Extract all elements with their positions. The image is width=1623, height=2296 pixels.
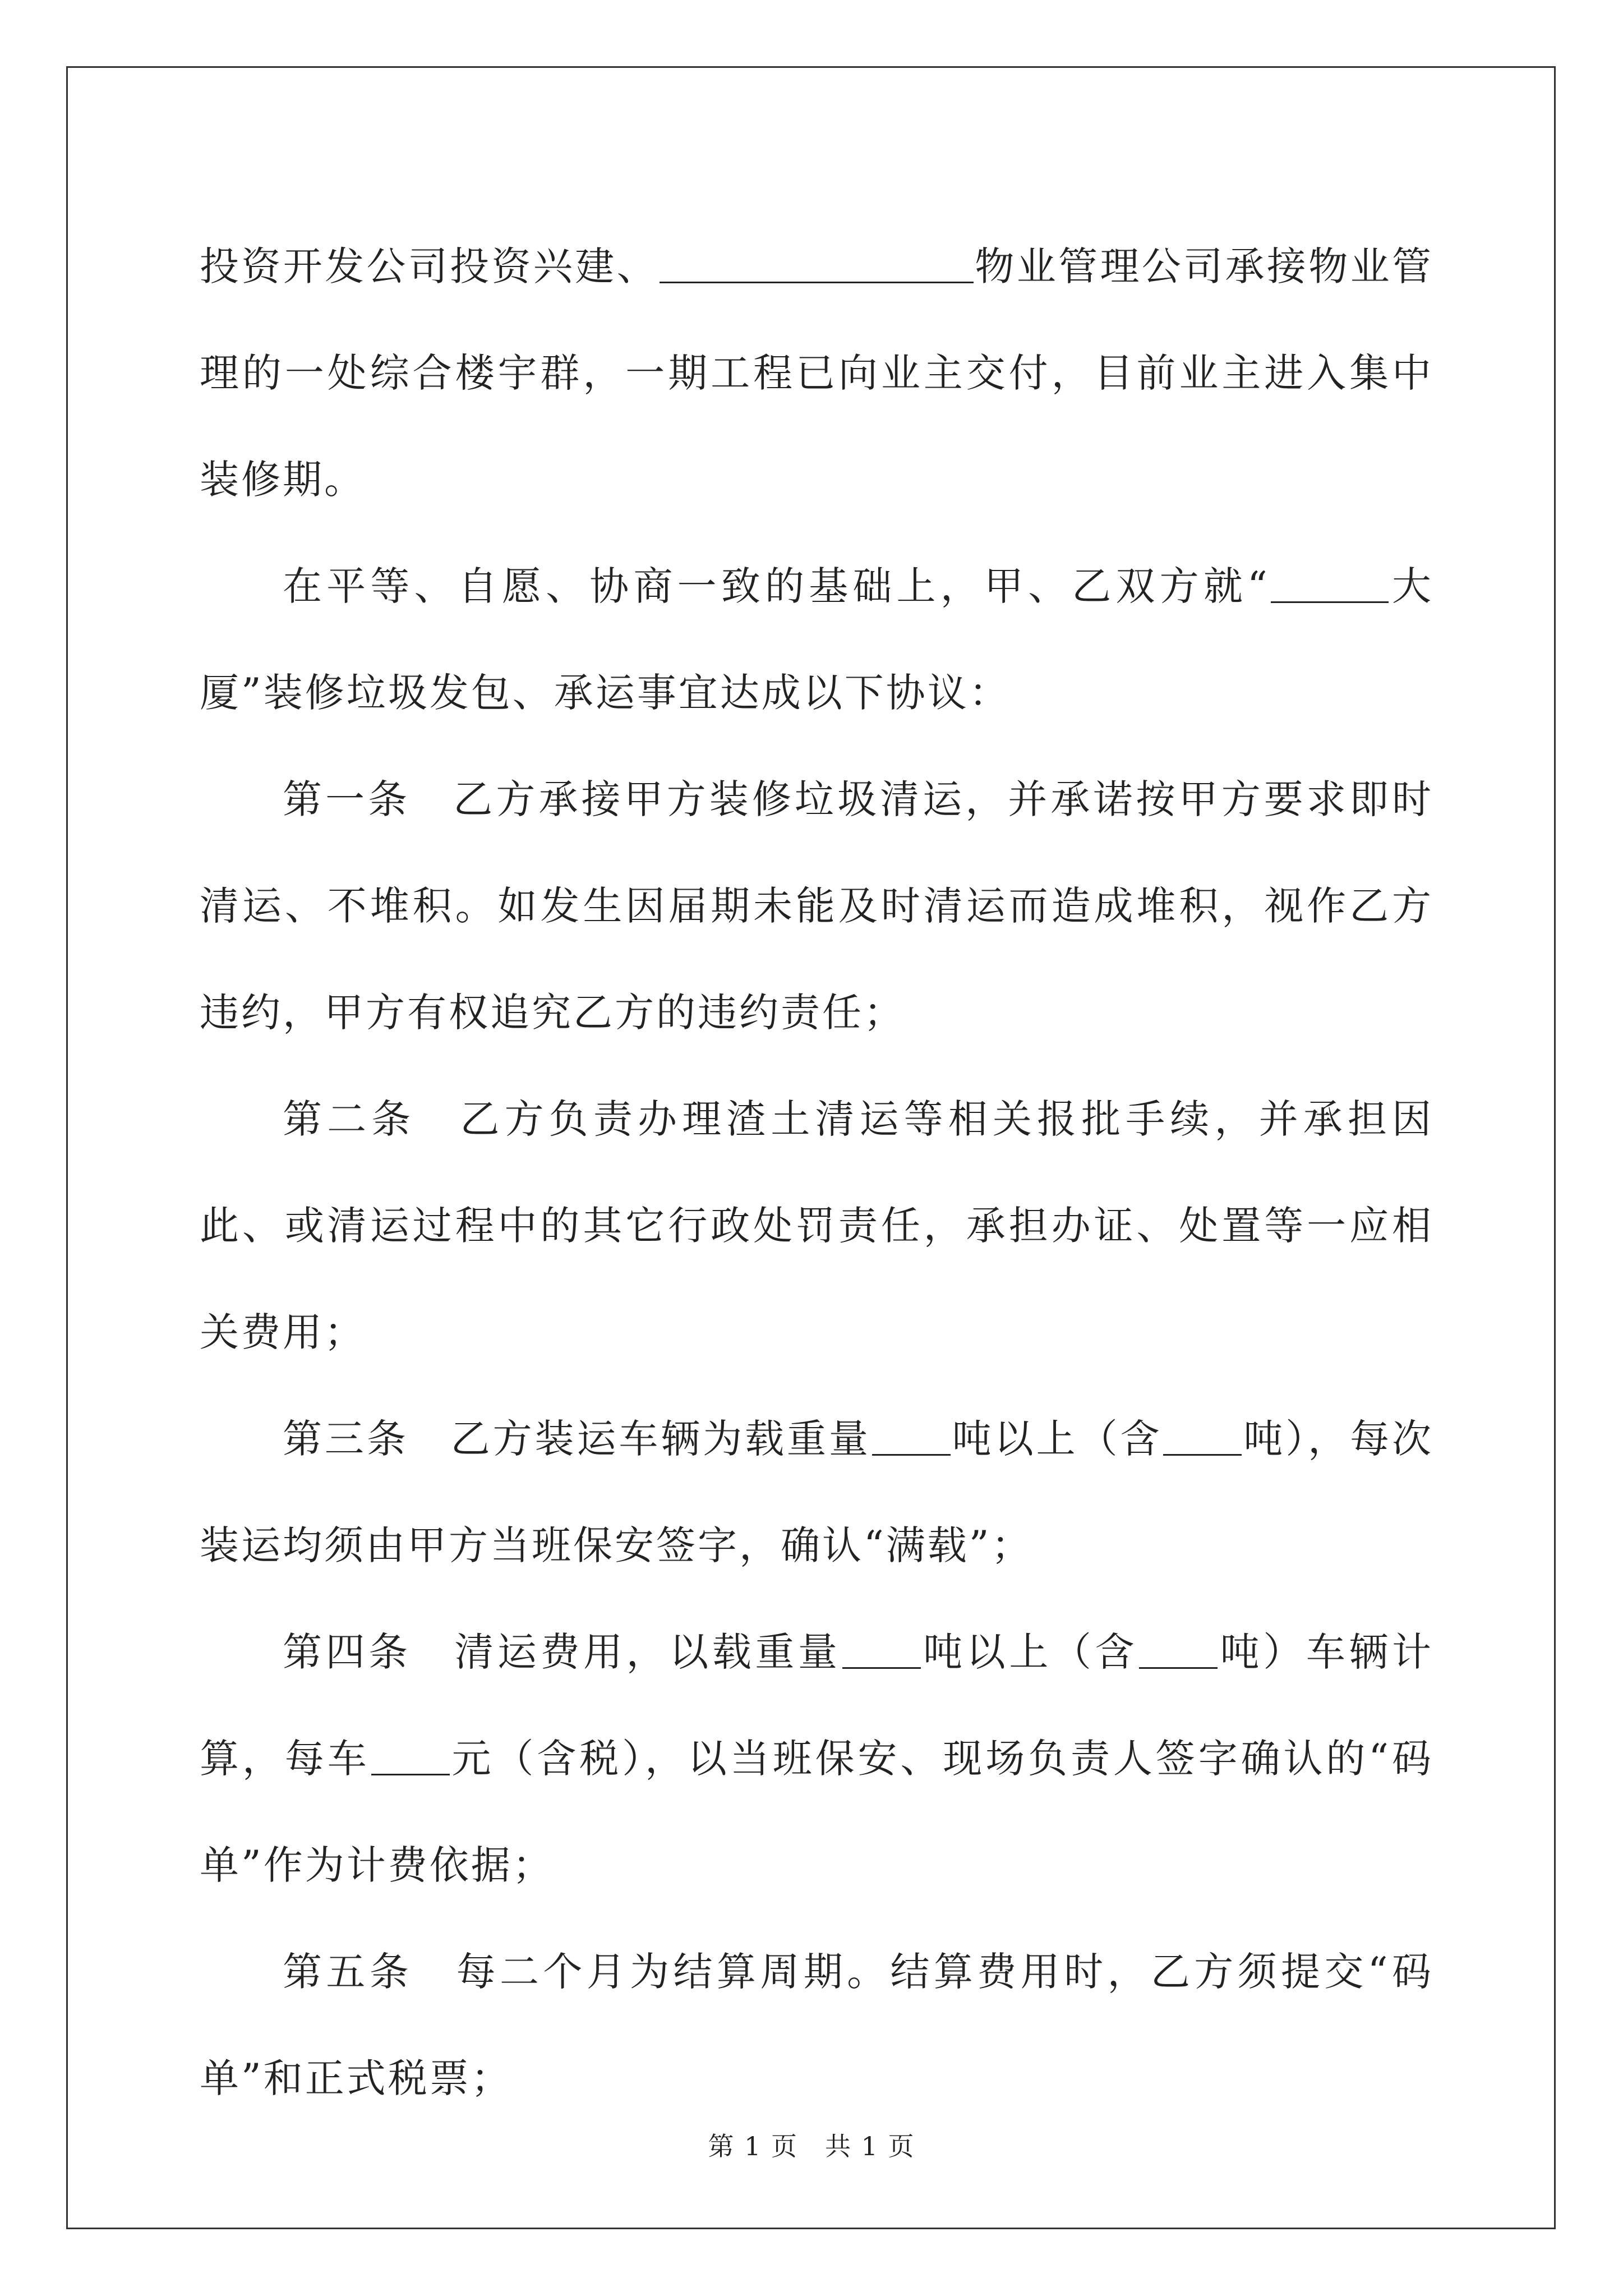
- paragraph-text: 第四条 清运费用，以载重量: [283, 1629, 841, 1675]
- paragraph-text: 物业管理公司承接物业管理的一处综合楼宇群，一期工程已向业主交付，目前业主进入集中装修期。: [200, 243, 1433, 503]
- paragraph: [200, 213, 1433, 533]
- paragraph-text: 吨），每次装运均须由甲方当班保安签字，确认“满载”；: [200, 1416, 1434, 1568]
- blank-fill-line: [1271, 562, 1389, 603]
- paragraph: [200, 1386, 1433, 1599]
- paragraph: [200, 533, 1433, 746]
- blank-fill-line: [1139, 1628, 1218, 1669]
- paragraph-text: 吨以上（含: [951, 1416, 1163, 1462]
- paragraph-text: 第三条 乙方装运车辆为载重量: [283, 1416, 871, 1462]
- paragraph-text: 吨）车辆计算，每车: [200, 1629, 1434, 1782]
- blank-fill-line: [660, 242, 974, 283]
- paragraph-text: 吨以上（含: [921, 1629, 1138, 1675]
- blank-fill-line: [371, 1734, 450, 1775]
- paragraph-text: 第五条 每二个月为结算周期。结算费用时，乙方须提交“码单”和正式税票；: [200, 1949, 1433, 2101]
- paragraph: [200, 1918, 1433, 2132]
- paragraph: [200, 1599, 1433, 1918]
- blank-fill-line: [872, 1415, 951, 1456]
- paragraph-text: 第一条 乙方承接甲方装修垃圾清运，并承诺按甲方要求即时清运、不堆积。如发生因届期未能及时清运而造成堆积，视作乙方违约，甲方有权追究乙方的违约责任；: [200, 776, 1433, 1036]
- paragraph-text: 大厦”装修垃圾发包、承运事宜达成以下协议：: [200, 563, 1433, 716]
- paragraph: [200, 746, 1433, 1066]
- blank-fill-line: [842, 1628, 921, 1669]
- blank-fill-line: [1163, 1415, 1242, 1456]
- document-body: [200, 213, 1433, 2132]
- paragraph-text: 在平等、自愿、协商一致的基础上，甲、乙双方就“: [283, 563, 1270, 609]
- paragraph-text: 元（含税），以当班保安、现场负责人签字确认的“码单”作为计费依据；: [200, 1736, 1433, 1888]
- paragraph-text: 第二条 乙方负责办理渣土清运等相关报批手续，并承担因此、或清运过程中的其它行政处罚责任，承担办证、处置等一应相关费用；: [200, 1096, 1433, 1355]
- paragraph: [200, 1066, 1433, 1386]
- paragraph-text: 投资开发公司投资兴建、: [200, 243, 658, 289]
- page-footer: 第 1 页 共 1 页: [708, 2131, 915, 2161]
